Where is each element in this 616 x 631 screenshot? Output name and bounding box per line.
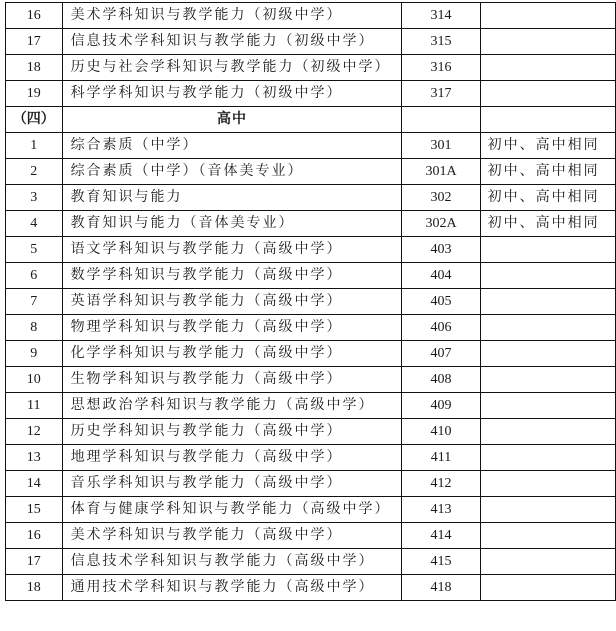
row-number: 2 xyxy=(6,159,63,185)
subject-name: 教育知识与能力（音体美专业） xyxy=(62,211,402,237)
subject-name: 生物学科知识与教学能力（高级中学） xyxy=(62,367,402,393)
subject-code: 411 xyxy=(402,445,480,471)
remark xyxy=(480,419,615,445)
table-row xyxy=(6,445,616,471)
subject-code xyxy=(402,107,480,133)
subject-name: 音乐学科知识与教学能力（高级中学） xyxy=(62,471,402,497)
subject-code: 301 xyxy=(402,133,480,159)
table-row xyxy=(6,315,616,341)
table-row xyxy=(6,237,616,263)
remark xyxy=(480,81,615,107)
subject-code: 413 xyxy=(402,497,480,523)
section-header-row xyxy=(6,107,616,133)
table-row xyxy=(6,211,616,237)
row-number: 6 xyxy=(6,263,63,289)
subject-code: 302 xyxy=(402,185,480,211)
row-number: 11 xyxy=(6,393,63,419)
remark xyxy=(480,549,615,575)
row-number: 18 xyxy=(6,55,63,81)
exam-subjects-table xyxy=(5,2,616,601)
subject-name: 地理学科知识与教学能力（高级中学） xyxy=(62,445,402,471)
subject-code: 409 xyxy=(402,393,480,419)
subject-name: 英语学科知识与教学能力（高级中学） xyxy=(62,289,402,315)
subject-code: 410 xyxy=(402,419,480,445)
subject-code: 412 xyxy=(402,471,480,497)
subject-code: 302A xyxy=(402,211,480,237)
subject-code: 403 xyxy=(402,237,480,263)
remark xyxy=(480,367,615,393)
subject-name: 语文学科知识与教学能力（高级中学） xyxy=(62,237,402,263)
table-body xyxy=(6,3,616,601)
remark xyxy=(480,55,615,81)
subject-name: 历史学科知识与教学能力（高级中学） xyxy=(62,419,402,445)
row-number: 13 xyxy=(6,445,63,471)
subject-code: 414 xyxy=(402,523,480,549)
row-number: 15 xyxy=(6,497,63,523)
subject-code: 405 xyxy=(402,289,480,315)
row-number: 19 xyxy=(6,81,63,107)
row-number: 8 xyxy=(6,315,63,341)
table-row xyxy=(6,471,616,497)
subject-code: 415 xyxy=(402,549,480,575)
table-row xyxy=(6,3,616,29)
table-row xyxy=(6,159,616,185)
subject-name: 信息技术学科知识与教学能力（初级中学） xyxy=(62,29,402,55)
row-number: 10 xyxy=(6,367,63,393)
remark xyxy=(480,263,615,289)
row-number: 17 xyxy=(6,549,63,575)
table-row xyxy=(6,523,616,549)
row-number: 1 xyxy=(6,133,63,159)
subject-code: 314 xyxy=(402,3,480,29)
remark xyxy=(480,471,615,497)
subject-code: 301A xyxy=(402,159,480,185)
table-row xyxy=(6,263,616,289)
remark xyxy=(480,289,615,315)
remark xyxy=(480,575,615,601)
row-number: 14 xyxy=(6,471,63,497)
subject-name: 数学学科知识与教学能力（高级中学） xyxy=(62,263,402,289)
subject-code: 407 xyxy=(402,341,480,367)
row-number: 18 xyxy=(6,575,63,601)
remark xyxy=(480,523,615,549)
remark xyxy=(480,29,615,55)
subject-name: 思想政治学科知识与教学能力（高级中学） xyxy=(62,393,402,419)
subject-name: 教育知识与能力 xyxy=(62,185,402,211)
subject-code: 408 xyxy=(402,367,480,393)
table-row xyxy=(6,185,616,211)
table-row xyxy=(6,549,616,575)
remark: 初中、高中相同 xyxy=(480,185,615,211)
subject-name: 综合素质（中学）（音体美专业） xyxy=(62,159,402,185)
row-number: 9 xyxy=(6,341,63,367)
row-number: 16 xyxy=(6,523,63,549)
table-row xyxy=(6,575,616,601)
subject-name: 历史与社会学科知识与教学能力（初级中学） xyxy=(62,55,402,81)
row-number: 12 xyxy=(6,419,63,445)
subject-code: 404 xyxy=(402,263,480,289)
subject-name: 美术学科知识与教学能力（初级中学） xyxy=(62,3,402,29)
subject-name: 美术学科知识与教学能力（高级中学） xyxy=(62,523,402,549)
row-number: 7 xyxy=(6,289,63,315)
remark xyxy=(480,3,615,29)
table-row xyxy=(6,133,616,159)
subject-name: 化学学科知识与教学能力（高级中学） xyxy=(62,341,402,367)
table-row xyxy=(6,367,616,393)
table-row xyxy=(6,81,616,107)
subject-name: 通用技术学科知识与教学能力（高级中学） xyxy=(62,575,402,601)
remark xyxy=(480,107,615,133)
subject-code: 418 xyxy=(402,575,480,601)
subject-code: 406 xyxy=(402,315,480,341)
subject-code: 316 xyxy=(402,55,480,81)
row-number: 5 xyxy=(6,237,63,263)
row-number: 17 xyxy=(6,29,63,55)
remark xyxy=(480,237,615,263)
remark: 初中、高中相同 xyxy=(480,211,615,237)
table-row xyxy=(6,55,616,81)
subject-code: 315 xyxy=(402,29,480,55)
subject-name: 体育与健康学科知识与教学能力（高级中学） xyxy=(62,497,402,523)
row-number: 4 xyxy=(6,211,63,237)
remark xyxy=(480,393,615,419)
remark xyxy=(480,497,615,523)
table-row xyxy=(6,29,616,55)
row-number: 3 xyxy=(6,185,63,211)
subject-name: 物理学科知识与教学能力（高级中学） xyxy=(62,315,402,341)
table-row xyxy=(6,289,616,315)
subject-code: 317 xyxy=(402,81,480,107)
remark: 初中、高中相同 xyxy=(480,159,615,185)
row-number: （四） xyxy=(6,107,63,133)
remark xyxy=(480,315,615,341)
remark xyxy=(480,445,615,471)
table-row xyxy=(6,393,616,419)
row-number: 16 xyxy=(6,3,63,29)
subject-name: 高中 xyxy=(62,107,402,133)
subject-name: 综合素质（中学） xyxy=(62,133,402,159)
remark xyxy=(480,341,615,367)
table-row xyxy=(6,497,616,523)
table-row xyxy=(6,341,616,367)
subject-name: 信息技术学科知识与教学能力（高级中学） xyxy=(62,549,402,575)
remark: 初中、高中相同 xyxy=(480,133,615,159)
subject-name: 科学学科知识与教学能力（初级中学） xyxy=(62,81,402,107)
table-row xyxy=(6,419,616,445)
